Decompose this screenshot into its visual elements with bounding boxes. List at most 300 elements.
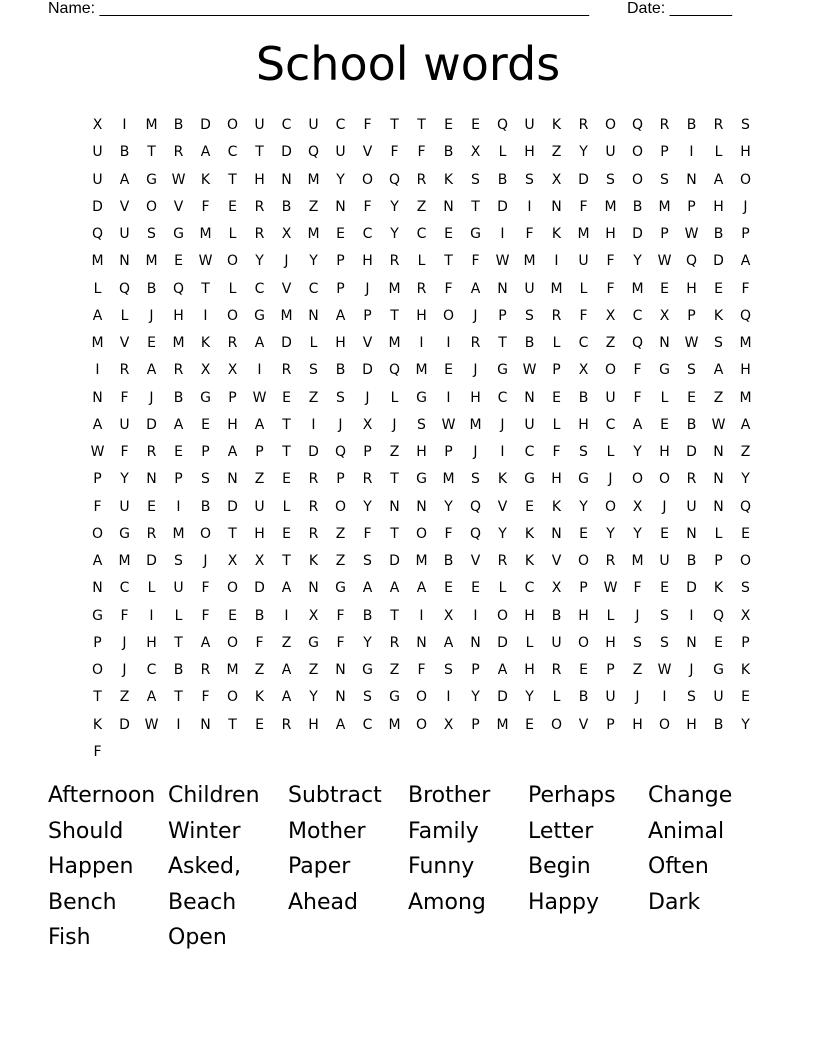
grid-letter: E bbox=[660, 280, 669, 297]
grid-letter: O bbox=[604, 498, 617, 515]
grid-letter: T bbox=[255, 144, 264, 161]
grid-letter: A bbox=[497, 662, 508, 678]
grid-letter: H bbox=[740, 144, 751, 161]
grid-letter: E bbox=[579, 662, 588, 678]
grid-letter: H bbox=[578, 607, 589, 624]
word-bank-item: Afternoon bbox=[48, 783, 156, 808]
grid-letter: S bbox=[147, 226, 156, 242]
grid-letter: O bbox=[496, 607, 509, 624]
grid-letter: K bbox=[308, 553, 319, 569]
grid-letter: J bbox=[338, 416, 343, 433]
grid-letter: T bbox=[498, 335, 507, 351]
grid-letter: U bbox=[659, 553, 670, 569]
grid-letter: A bbox=[200, 634, 211, 651]
grid-letter: T bbox=[282, 553, 291, 569]
grid-letter: J bbox=[473, 444, 478, 460]
word-bank-item: Brother bbox=[408, 783, 491, 808]
grid-letter: G bbox=[173, 226, 184, 242]
grid-letter: T bbox=[390, 307, 399, 324]
grid-letter: Y bbox=[255, 253, 264, 270]
grid-letter: K bbox=[497, 471, 508, 488]
grid-letter: L bbox=[282, 498, 291, 515]
grid-letter: X bbox=[659, 307, 670, 324]
grid-letter: E bbox=[714, 634, 723, 651]
grid-letter: D bbox=[254, 580, 265, 597]
grid-letter: A bbox=[470, 280, 481, 297]
word-bank-item: Fish bbox=[48, 925, 91, 950]
grid-letter: X bbox=[254, 553, 265, 569]
grid-letter: I bbox=[446, 335, 451, 351]
grid-letter: J bbox=[608, 471, 613, 488]
grid-letter: D bbox=[92, 198, 103, 215]
grid-letter: R bbox=[308, 471, 319, 488]
grid-letter: S bbox=[660, 171, 669, 188]
word-bank-item: Paper bbox=[288, 854, 351, 879]
grid-letter: F bbox=[201, 689, 210, 706]
grid-letter: R bbox=[686, 471, 697, 488]
grid-letter: Q bbox=[307, 144, 320, 161]
grid-letter: H bbox=[686, 280, 697, 297]
grid-letter: Z bbox=[389, 444, 400, 460]
grid-letter: O bbox=[604, 362, 617, 379]
grid-letter: S bbox=[687, 689, 696, 706]
grid-letter: J bbox=[473, 307, 478, 324]
grid-letter: H bbox=[524, 607, 535, 624]
grid-letter: A bbox=[173, 416, 184, 433]
grid-letter: W bbox=[171, 171, 186, 188]
grid-letter: L bbox=[498, 144, 507, 161]
grid-letter: S bbox=[201, 471, 210, 488]
grid-letter: Z bbox=[254, 471, 265, 488]
grid-letter: H bbox=[146, 634, 157, 651]
grid-letter: S bbox=[525, 307, 534, 324]
grid-letter: U bbox=[605, 144, 616, 161]
grid-letter: G bbox=[254, 307, 265, 324]
grid-letter: S bbox=[309, 362, 318, 379]
grid-letter: V bbox=[362, 144, 373, 161]
grid-letter: Z bbox=[335, 525, 346, 542]
grid-letter: S bbox=[660, 607, 669, 624]
grid-letter: C bbox=[146, 662, 157, 678]
grid-letter: F bbox=[363, 117, 372, 133]
grid-letter: O bbox=[361, 171, 374, 188]
grid-letter: O bbox=[91, 662, 104, 678]
grid-letter: M bbox=[550, 280, 563, 297]
grid-letter: P bbox=[606, 662, 615, 678]
grid-letter: W bbox=[603, 580, 618, 597]
grid-letter: A bbox=[632, 416, 643, 433]
grid-letter: P bbox=[336, 253, 345, 270]
grid-letter: W bbox=[711, 416, 726, 433]
grid-letter: L bbox=[93, 280, 102, 297]
grid-letter: U bbox=[524, 416, 535, 433]
grid-letter: R bbox=[362, 471, 373, 488]
grid-letter: O bbox=[577, 634, 590, 651]
grid-letter: F bbox=[579, 307, 588, 324]
grid-letter: M bbox=[145, 253, 158, 270]
grid-letter: O bbox=[415, 716, 428, 733]
grid-letter: Z bbox=[119, 689, 130, 706]
grid-letter: J bbox=[473, 362, 478, 379]
grid-letter: L bbox=[228, 280, 237, 297]
grid-letter: Y bbox=[633, 253, 642, 270]
grid-letter: T bbox=[417, 117, 426, 133]
grid-letter: Q bbox=[91, 226, 104, 242]
grid-letter: R bbox=[578, 117, 589, 133]
grid-letter: K bbox=[524, 525, 535, 542]
grid-letter: R bbox=[254, 226, 265, 242]
grid-letter: I bbox=[257, 362, 262, 379]
grid-letter: N bbox=[551, 198, 562, 215]
grid-letter: U bbox=[119, 226, 130, 242]
word-bank-item: Winter bbox=[168, 818, 241, 844]
grid-letter: X bbox=[443, 716, 454, 733]
grid-letter: B bbox=[146, 280, 157, 297]
grid-letter: H bbox=[416, 444, 427, 460]
grid-letter: U bbox=[173, 580, 184, 597]
grid-letter: F bbox=[444, 525, 453, 542]
grid-letter: X bbox=[632, 498, 643, 515]
grid-letter: B bbox=[632, 198, 643, 215]
grid-letter: R bbox=[200, 662, 211, 678]
grid-letter: N bbox=[200, 716, 211, 733]
grid-letter: Q bbox=[469, 525, 482, 542]
grid-letter: J bbox=[365, 389, 370, 406]
grid-letter: H bbox=[659, 444, 670, 460]
grid-letter: Z bbox=[335, 553, 346, 569]
grid-letter: N bbox=[308, 580, 319, 597]
grid-letter: B bbox=[119, 144, 130, 161]
grid-letter: J bbox=[149, 307, 154, 324]
grid-letter: E bbox=[444, 362, 453, 379]
grid-letter: P bbox=[471, 662, 480, 678]
grid-letter: E bbox=[147, 498, 156, 515]
grid-letter: T bbox=[390, 525, 399, 542]
grid-letter: E bbox=[201, 416, 210, 433]
grid-letter: E bbox=[282, 525, 291, 542]
grid-letter: Y bbox=[498, 525, 507, 542]
grid-letter: S bbox=[714, 335, 723, 351]
grid-letter: X bbox=[200, 362, 211, 379]
grid-letter: F bbox=[579, 198, 588, 215]
grid-letter: H bbox=[254, 171, 265, 188]
word-bank-item: Happy bbox=[528, 889, 599, 915]
grid-letter: T bbox=[390, 117, 399, 133]
grid-letter: F bbox=[255, 634, 264, 651]
grid-letter: Z bbox=[389, 662, 400, 678]
grid-letter: K bbox=[92, 716, 103, 733]
grid-letter: P bbox=[255, 444, 264, 460]
grid-letter: N bbox=[416, 634, 427, 651]
grid-letter: M bbox=[523, 253, 536, 270]
grid-letter: G bbox=[308, 634, 319, 651]
grid-letter: L bbox=[606, 444, 615, 460]
grid-letter: R bbox=[281, 716, 292, 733]
grid-letter: M bbox=[388, 280, 401, 297]
grid-letter: I bbox=[446, 689, 451, 706]
grid-letter: T bbox=[471, 198, 480, 215]
grid-letter: V bbox=[497, 498, 508, 515]
name-line: Name: _______________________________________________________ bbox=[48, 0, 589, 17]
grid-letter: E bbox=[660, 525, 669, 542]
grid-letter: L bbox=[120, 307, 129, 324]
grid-letter: O bbox=[415, 525, 428, 542]
grid-letter: J bbox=[203, 553, 208, 569]
grid-letter: L bbox=[552, 335, 561, 351]
grid-letter: G bbox=[146, 171, 157, 188]
word-bank-item: Should bbox=[48, 818, 124, 844]
word-bank-item: Animal bbox=[648, 818, 725, 844]
grid-letter: L bbox=[417, 253, 426, 270]
grid-letter: E bbox=[282, 471, 291, 488]
grid-letter: U bbox=[524, 117, 535, 133]
grid-letter: O bbox=[91, 525, 104, 542]
grid-letter: N bbox=[686, 634, 697, 651]
grid-letter: L bbox=[309, 335, 318, 351]
grid-letter: I bbox=[284, 607, 289, 624]
grid-letter: T bbox=[228, 171, 237, 188]
grid-letter: G bbox=[578, 471, 589, 488]
grid-letter: H bbox=[335, 335, 346, 351]
grid-letter: A bbox=[740, 253, 751, 270]
grid-letter: M bbox=[739, 389, 752, 406]
grid-letter: N bbox=[92, 580, 103, 597]
grid-letter: E bbox=[741, 525, 750, 542]
grid-letter: M bbox=[415, 553, 428, 569]
grid-letter: Z bbox=[254, 662, 265, 678]
grid-letter: F bbox=[363, 198, 372, 215]
grid-letter: A bbox=[335, 716, 346, 733]
grid-letter: I bbox=[419, 607, 424, 624]
grid-letter: T bbox=[228, 525, 237, 542]
grid-letter: D bbox=[146, 416, 157, 433]
grid-letter: Y bbox=[390, 226, 399, 242]
grid-letter: E bbox=[525, 716, 534, 733]
grid-letter: S bbox=[687, 362, 696, 379]
grid-letter: A bbox=[92, 553, 103, 569]
grid-letter: Q bbox=[469, 498, 482, 515]
grid-letter: F bbox=[120, 607, 129, 624]
grid-letter: P bbox=[444, 444, 453, 460]
grid-letter: F bbox=[336, 607, 345, 624]
grid-letter: U bbox=[686, 498, 697, 515]
grid-letter: I bbox=[419, 335, 424, 351]
grid-letter: O bbox=[658, 716, 671, 733]
grid-letter: M bbox=[307, 226, 320, 242]
word-bank-item: Mother bbox=[288, 818, 366, 844]
grid-letter: X bbox=[92, 117, 103, 133]
grid-letter: S bbox=[525, 171, 534, 188]
grid-letter: M bbox=[604, 198, 617, 215]
grid-letter: B bbox=[443, 553, 454, 569]
grid-letter: S bbox=[741, 580, 750, 597]
grid-letter: H bbox=[524, 144, 535, 161]
grid-letter: K bbox=[443, 171, 454, 188]
grid-letter: H bbox=[632, 716, 643, 733]
grid-letter: I bbox=[689, 144, 694, 161]
grid-letter: B bbox=[713, 226, 724, 242]
grid-letter: L bbox=[390, 389, 399, 406]
grid-letter: W bbox=[252, 389, 267, 406]
grid-letter: F bbox=[633, 389, 642, 406]
grid-letter: A bbox=[254, 416, 265, 433]
grid-letter: H bbox=[713, 198, 724, 215]
grid-letter: F bbox=[120, 389, 129, 406]
grid-letter: F bbox=[633, 362, 642, 379]
grid-letter: N bbox=[119, 253, 130, 270]
grid-letter: P bbox=[606, 716, 615, 733]
grid-letter: C bbox=[524, 444, 535, 460]
grid-letter: E bbox=[471, 117, 480, 133]
grid-letter: A bbox=[227, 444, 238, 460]
grid-letter: U bbox=[254, 117, 265, 133]
grid-letter: S bbox=[363, 553, 372, 569]
grid-letter: H bbox=[605, 226, 616, 242]
grid-letter: Z bbox=[632, 662, 643, 678]
grid-letter: Y bbox=[336, 171, 345, 188]
grid-letter: B bbox=[578, 689, 589, 706]
grid-letter: N bbox=[389, 498, 400, 515]
grid-letter: P bbox=[741, 634, 750, 651]
grid-letter: R bbox=[308, 525, 319, 542]
word-bank-item: Perhaps bbox=[528, 783, 616, 808]
grid-letter: Z bbox=[551, 144, 562, 161]
grid-letter: E bbox=[741, 689, 750, 706]
grid-letter: R bbox=[551, 307, 562, 324]
grid-letter: O bbox=[226, 580, 239, 597]
grid-letter: O bbox=[226, 253, 239, 270]
grid-letter: M bbox=[388, 716, 401, 733]
grid-letter: W bbox=[495, 253, 510, 270]
grid-letter: V bbox=[173, 198, 184, 215]
grid-letter: Y bbox=[390, 198, 399, 215]
grid-letter: Y bbox=[363, 498, 372, 515]
grid-letter: H bbox=[524, 662, 535, 678]
grid-letter: D bbox=[227, 498, 238, 515]
grid-letter: H bbox=[686, 716, 697, 733]
grid-letter: B bbox=[173, 389, 184, 406]
grid-letter: L bbox=[714, 144, 723, 161]
grid-letter: D bbox=[578, 171, 589, 188]
word-bank-item: Dark bbox=[648, 889, 701, 915]
grid-letter: Q bbox=[496, 117, 509, 133]
grid-letter: Y bbox=[309, 253, 318, 270]
grid-letter: O bbox=[631, 144, 644, 161]
grid-letter: H bbox=[578, 416, 589, 433]
grid-letter: I bbox=[176, 716, 181, 733]
grid-letter: Z bbox=[308, 198, 319, 215]
grid-letter: O bbox=[550, 716, 563, 733]
grid-letter: T bbox=[444, 253, 453, 270]
grid-letter: U bbox=[335, 144, 346, 161]
grid-letter: X bbox=[605, 307, 616, 324]
grid-letter: U bbox=[92, 144, 103, 161]
grid-letter: A bbox=[416, 580, 427, 597]
grid-letter: N bbox=[659, 335, 670, 351]
grid-letter: G bbox=[119, 525, 130, 542]
grid-letter: T bbox=[282, 416, 291, 433]
grid-letter: Z bbox=[308, 389, 319, 406]
grid-letter: K bbox=[551, 226, 562, 242]
grid-letter: M bbox=[307, 171, 320, 188]
grid-letter: C bbox=[362, 226, 373, 242]
grid-letter: M bbox=[415, 362, 428, 379]
grid-letter: E bbox=[525, 498, 534, 515]
word-bank-item: Bench bbox=[48, 889, 117, 915]
grid-letter: G bbox=[92, 607, 103, 624]
grid-letter: F bbox=[201, 198, 210, 215]
grid-letter: C bbox=[335, 117, 346, 133]
grid-letter: R bbox=[146, 444, 157, 460]
grid-letter: O bbox=[199, 525, 212, 542]
word-bank-item: Open bbox=[168, 925, 227, 950]
grid-letter: F bbox=[120, 444, 129, 460]
grid-letter: C bbox=[281, 117, 292, 133]
grid-letter: F bbox=[417, 662, 426, 678]
grid-letter: N bbox=[713, 471, 724, 488]
grid-letter: Q bbox=[739, 498, 752, 515]
grid-letter: R bbox=[173, 144, 184, 161]
grid-letter: O bbox=[415, 689, 428, 706]
grid-letter: K bbox=[200, 171, 211, 188]
grid-letter: N bbox=[92, 389, 103, 406]
grid-letter: K bbox=[200, 335, 211, 351]
grid-letter: A bbox=[254, 335, 265, 351]
grid-letter: W bbox=[144, 716, 159, 733]
grid-letter: M bbox=[469, 416, 482, 433]
grid-letter: A bbox=[281, 662, 292, 678]
grid-letter: P bbox=[579, 580, 588, 597]
grid-letter: V bbox=[470, 553, 481, 569]
grid-letter: V bbox=[362, 335, 373, 351]
grid-letter: B bbox=[497, 171, 508, 188]
grid-letter: H bbox=[740, 362, 751, 379]
grid-letter: G bbox=[524, 471, 535, 488]
grid-letter: B bbox=[173, 662, 184, 678]
grid-letter: B bbox=[686, 117, 697, 133]
grid-letter: F bbox=[201, 607, 210, 624]
grid-letter: L bbox=[579, 280, 588, 297]
letter-grid bbox=[84, 114, 759, 768]
grid-letter: Z bbox=[740, 444, 751, 460]
grid-letter: R bbox=[497, 553, 508, 569]
grid-letter: F bbox=[552, 444, 561, 460]
grid-letter: R bbox=[254, 198, 265, 215]
grid-letter: H bbox=[551, 471, 562, 488]
grid-letter: X bbox=[551, 580, 562, 597]
grid-letter: D bbox=[200, 117, 211, 133]
grid-letter: S bbox=[741, 117, 750, 133]
grid-letter: O bbox=[226, 689, 239, 706]
grid-letter: K bbox=[713, 580, 724, 597]
grid-letter: C bbox=[632, 307, 643, 324]
grid-letter: P bbox=[552, 362, 561, 379]
grid-letter: C bbox=[605, 416, 616, 433]
grid-letter: B bbox=[254, 607, 265, 624]
grid-letter: W bbox=[684, 335, 699, 351]
grid-letter: M bbox=[658, 198, 671, 215]
grid-letter: D bbox=[497, 689, 508, 706]
grid-letter: O bbox=[442, 307, 455, 324]
grid-letter: N bbox=[227, 471, 238, 488]
grid-letter: H bbox=[605, 634, 616, 651]
grid-letter: E bbox=[714, 280, 723, 297]
grid-letter: D bbox=[497, 634, 508, 651]
grid-letter: E bbox=[687, 389, 696, 406]
grid-letter: E bbox=[660, 580, 669, 597]
grid-letter: G bbox=[416, 471, 427, 488]
grid-letter: F bbox=[525, 226, 534, 242]
